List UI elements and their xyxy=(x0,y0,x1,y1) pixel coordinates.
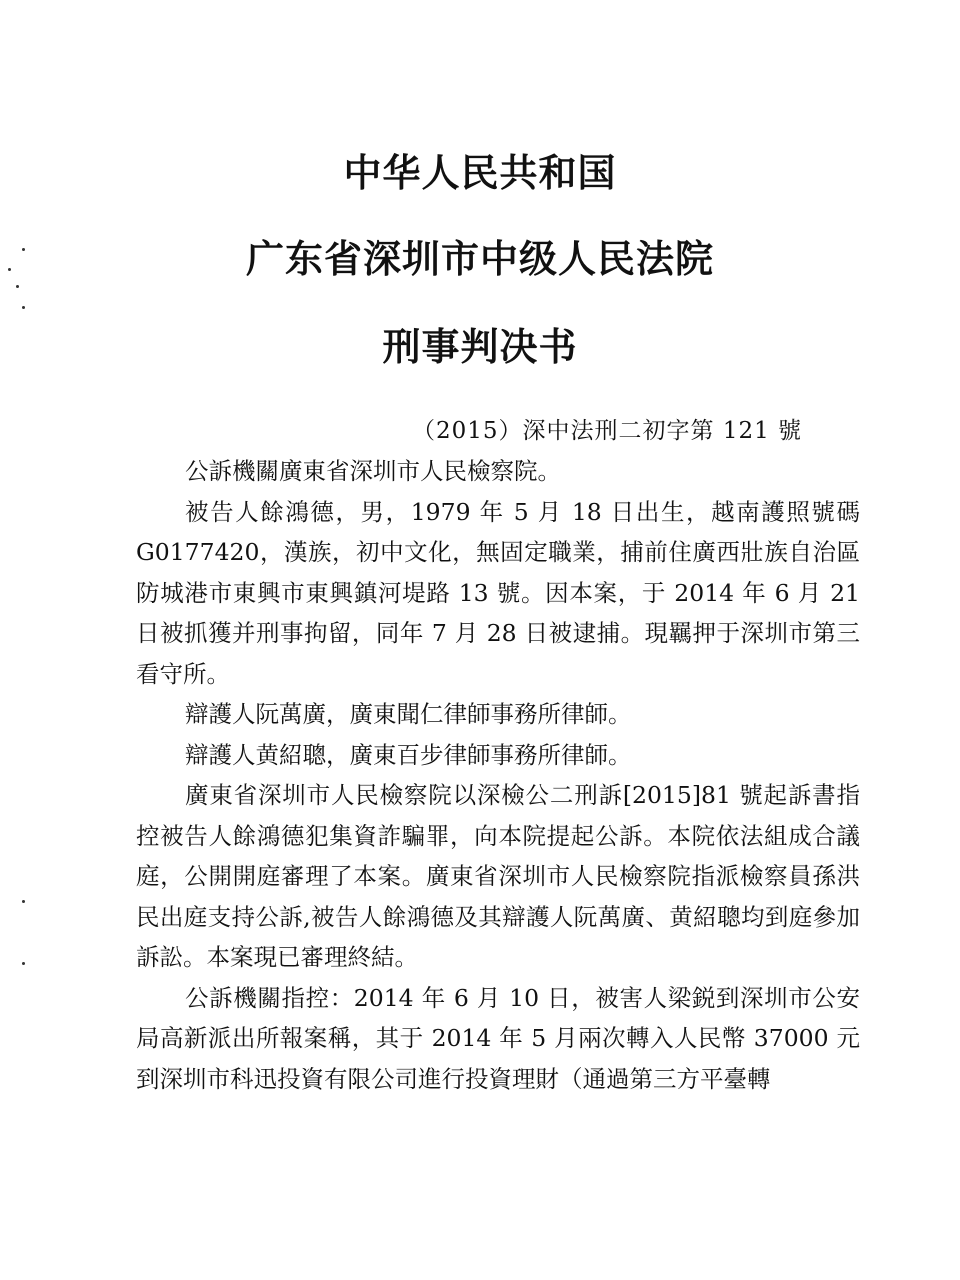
scan-speck xyxy=(22,900,25,903)
header-country: 中华人民共和国 xyxy=(343,151,617,195)
scan-speck xyxy=(22,962,25,965)
defendant-info: 被告人餘鴻德，男，1979 年 5 月 18 日出生，越南護照號碼 G0177420，漢族，初中文化，無固定職業，捕前住廣西壯族自治區防城港市東興市東興鎮河堤路 13 號。因本案，于 2014 年 6 月 21 日被抓獲并刑事拘留，同年 7 月 28 日被逮捕。現羈押于深圳市第三看守所。 xyxy=(136,497,860,688)
case-number: （2015）深中法刑二初字第 121 號 xyxy=(412,418,803,444)
defense-counsel-2: 辯護人黄紹聰，廣東百步律師事務所律師。 xyxy=(185,740,632,769)
prosecuting-authority: 公訴機關廣東省深圳市人民檢察院。 xyxy=(185,457,561,485)
scan-speck xyxy=(22,306,25,309)
prosecution-allegation: 公訴機關指控：2014 年 6 月 10 日，被害人梁鋭到深圳市公安局高新派出所報案稱，其于 2014 年 5 月兩次轉入人民幣 37000 元到深圳市科迅投資有限公司進行投資理財（通過第三方平臺轉 xyxy=(136,983,860,1093)
header-document-type: 刑事判决书 xyxy=(382,325,578,369)
scan-speck xyxy=(16,285,19,288)
header-court: 广东省深圳市中级人民法院 xyxy=(245,237,714,281)
judgment-body xyxy=(136,451,860,1099)
defense-counsel-1: 辯護人阮萬廣，廣東聞仁律師事務所律師。 xyxy=(185,700,632,728)
procedural-history: 廣東省深圳市人民檢察院以深檢公二刑訴[2015]81 號起訴書指控被告人餘鴻德犯集資詐騙罪，向本院提起公訴。本院依法組成合議庭，公開開庭審理了本案。廣東省深圳市人民檢察院指派檢察員孫洪民出庭支持公訴,被告人餘鴻德及其辯護人阮萬廣、黄紹聰均到庭參加訴訟。本案現已審理終結。 xyxy=(136,781,860,971)
